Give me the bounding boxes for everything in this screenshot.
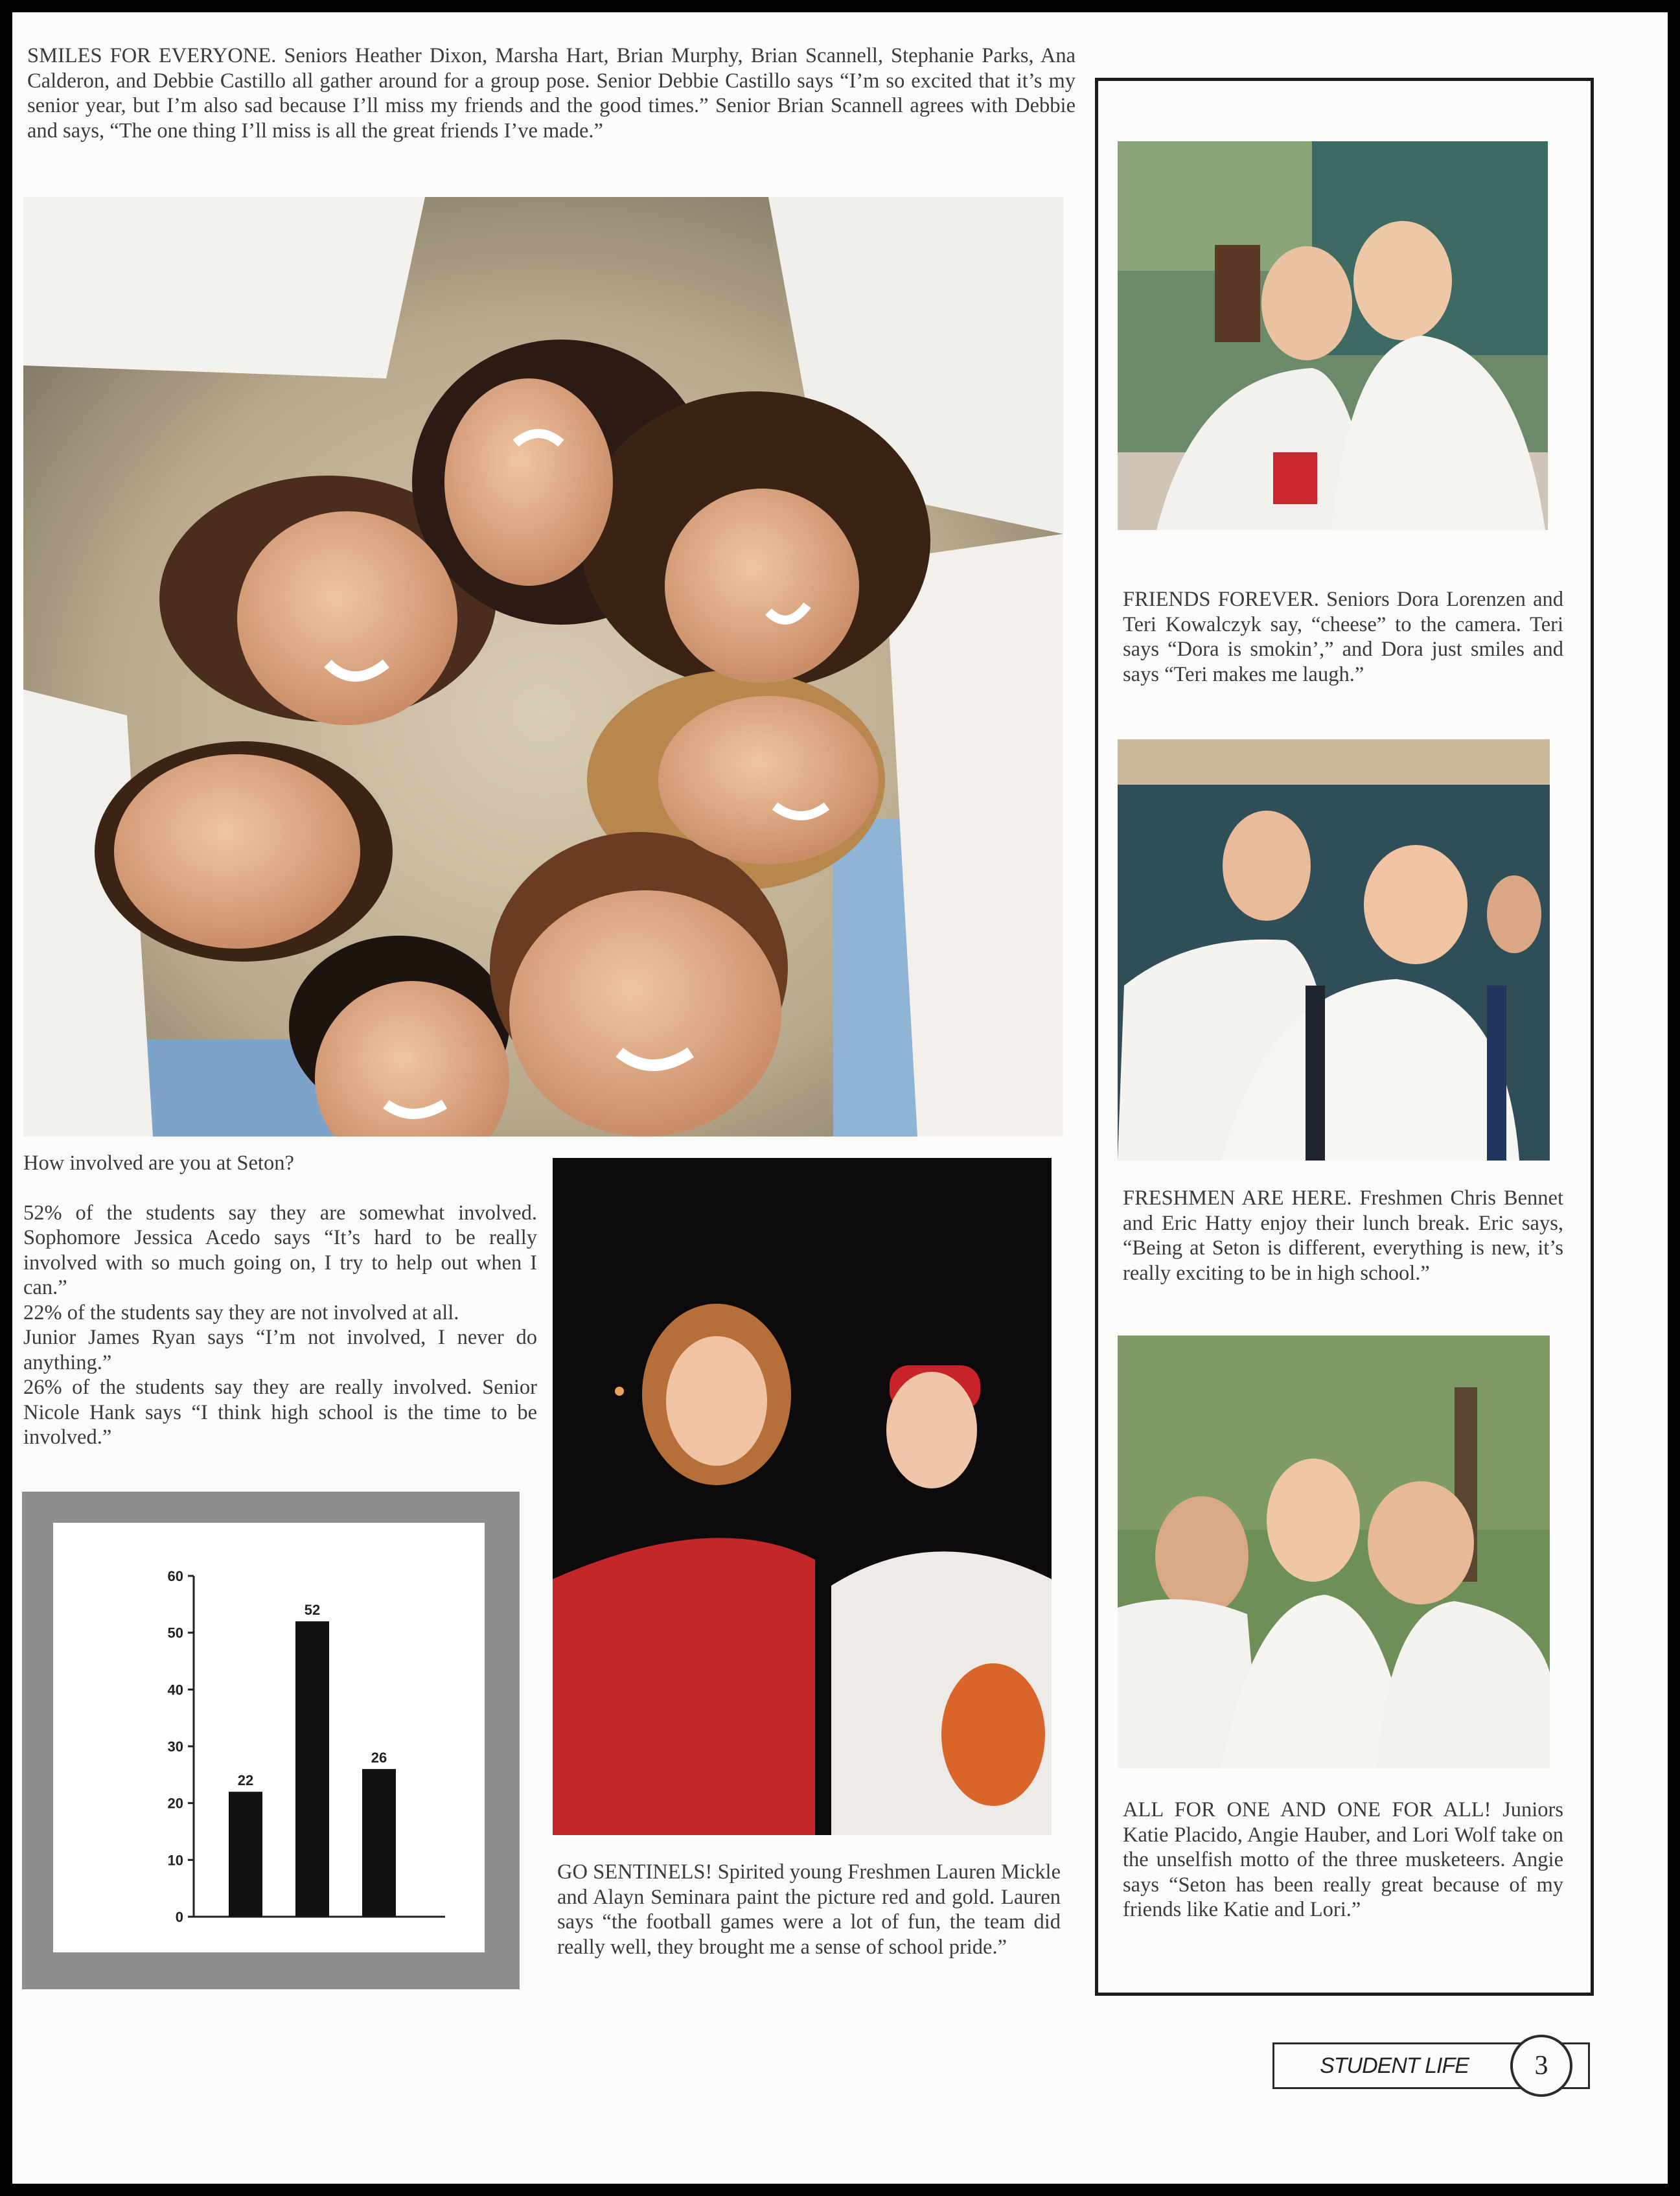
- caption-body: Seniors Dora Lorenzen and Teri Kowalczyk say, “cheese” to the camera. Teri says “Dora is smokin’,” and Dora just smiles and says “Teri makes me laugh.”: [1123, 588, 1563, 686]
- y-tick-label: 60: [167, 1568, 183, 1584]
- friends-forever-photo: [1118, 141, 1548, 530]
- caption-smiles-for-everyone: [27, 43, 1076, 143]
- freshmen-photo: [1118, 739, 1550, 1161]
- bar: [362, 1769, 396, 1917]
- y-tick-label: 10: [167, 1852, 183, 1869]
- caption-body: Spirited young Freshmen Lauren Mickle and Alayn Seminara paint the picture red and gold. Lauren says “the football games were a lot of fun, the team did really well, they brought me a sense of school pride.”: [557, 1860, 1061, 1959]
- caption-freshmen: [1123, 1186, 1563, 1286]
- survey-paragraph-4: 26% of the students say they are really involved. Senior Nicole Hank says “I think high school is the time to be involved.”: [23, 1376, 537, 1449]
- caption-friends-forever: [1123, 587, 1563, 687]
- section-label: STUDENT LIFE: [1320, 2053, 1469, 2078]
- survey-paragraph-2: 22% of the students say they are not involved at all.: [23, 1300, 459, 1324]
- caption-lead: GO SENTINELS!: [557, 1860, 713, 1884]
- involvement-chart-svg: [53, 1523, 485, 1952]
- page-number: 3: [1510, 2035, 1572, 2097]
- caption-body: Freshmen Chris Bennet and Eric Hatty enjoy their lunch break. Eric says, “Being at Seton is different, everything is new, it’s really exciting to be in high school.”: [1123, 1186, 1563, 1285]
- bar-data-label: 22: [237, 1772, 254, 1789]
- go-sentinels-photo: [553, 1158, 1052, 1835]
- bar-data-label: 26: [371, 1750, 387, 1766]
- all-for-one-photo: [1118, 1335, 1550, 1768]
- caption-lead: ALL FOR ONE AND ONE FOR ALL!: [1123, 1798, 1491, 1821]
- freshmen-photo-image: [1118, 739, 1550, 1161]
- survey-text: [23, 1151, 537, 1450]
- y-tick-label: 50: [167, 1624, 183, 1641]
- y-tick-label: 30: [167, 1739, 183, 1755]
- bar: [295, 1621, 329, 1917]
- survey-paragraph-1: 52% of the students say they are somewhat involved. Sophomore Jessica Acedo says “It’s hard to be really involved with so much going on, I try to help out when I can.”: [23, 1201, 537, 1299]
- y-tick-label: 0: [175, 1909, 183, 1925]
- caption-go-sentinels: [557, 1860, 1061, 1959]
- friends-forever-photo-image: [1118, 141, 1548, 530]
- involvement-chart: [53, 1523, 485, 1952]
- all-for-one-photo-image: [1118, 1335, 1550, 1768]
- go-sentinels-photo-image: [553, 1158, 1052, 1835]
- caption-all-for-one: [1123, 1797, 1563, 1923]
- bar: [229, 1792, 262, 1917]
- caption-lead: FRIENDS FOREVER.: [1123, 588, 1319, 611]
- survey-question: How involved are you at Seton?: [23, 1151, 294, 1175]
- y-tick-label: 40: [167, 1682, 183, 1698]
- involvement-chart-frame: [22, 1492, 520, 1989]
- y-tick-label: 20: [167, 1795, 183, 1812]
- caption-lead: FRESHMEN ARE HERE.: [1123, 1186, 1352, 1210]
- caption-body: Juniors Katie Placido, Angie Hauber, and Lori Wolf take on the unselfish motto of the three musketeers. Angie says “Seton has been really great because of my friends like Katie and Lori.”: [1123, 1798, 1563, 1921]
- survey-paragraph-3: Junior James Ryan says “I’m not involved, I never do anything.”: [23, 1326, 537, 1374]
- caption-body: Seniors Heather Dixon, Marsha Hart, Brian Murphy, Brian Scannell, Stephanie Parks, Ana Calderon, and Debbie Castillo all gather around for a group pose. Senior Debbie Castillo says “I’m so excited that it’s my senior year, but I’m also sad because I’ll miss my friends and the good times.” Senior Brian Scannell agrees with Debbie and says, “The one thing I’ll miss is all the great friends I’ve made.”: [27, 44, 1076, 143]
- group-photo-image: [23, 197, 1063, 1137]
- caption-lead: SMILES FOR EVERYONE.: [27, 44, 277, 67]
- group-photo: [23, 197, 1063, 1137]
- yearbook-page: [12, 12, 1668, 2184]
- bar-data-label: 52: [304, 1602, 321, 1619]
